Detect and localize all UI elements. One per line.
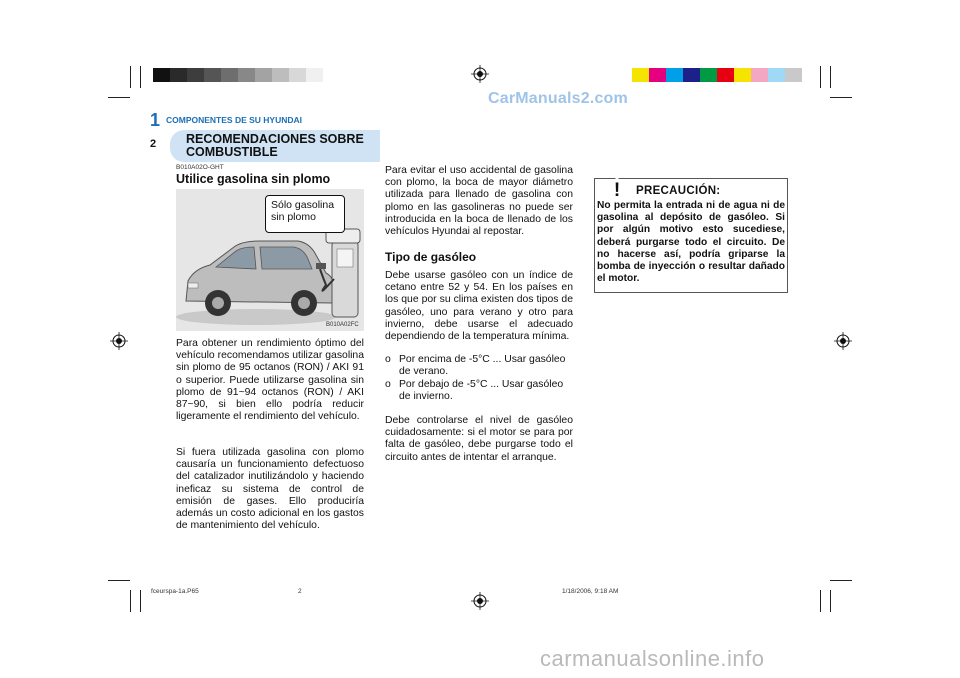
caution-title: PRECAUCIÓN:: [636, 185, 721, 197]
diesel-type-heading: Tipo de gasóleo: [385, 250, 477, 264]
registration-mark-icon: [834, 332, 852, 350]
calibration-swatch: [187, 68, 204, 82]
warning-symbol: !: [613, 180, 621, 200]
warning-triangle-icon: [602, 176, 632, 200]
crop-mark: [130, 590, 131, 612]
crop-mark: [820, 590, 821, 612]
calibration-swatch: [666, 68, 683, 82]
calibration-swatch: [717, 68, 734, 82]
crop-mark: [820, 66, 821, 88]
bullet-text: Por debajo de -5°C ... Usar gasóleo de invierno.: [399, 379, 564, 403]
calibration-swatch: [289, 68, 306, 82]
crop-mark: [830, 580, 852, 581]
calibration-swatch: [734, 68, 751, 82]
crop-mark: [130, 66, 131, 88]
calibration-swatch: [751, 68, 768, 82]
caution-text: No permita la entrada ni de agua ni de gasolina al depósito de gasóleo. Si por algún motivo esto sucediese, deberá purgarse todo el circuito. De no hacerse así, podría griparse la bomba de inyección o resultar dañado el motor.: [597, 200, 785, 285]
grayscale-calibration-bar: [153, 68, 323, 82]
calibration-swatch: [649, 68, 666, 82]
left-paragraph-1: Para obtener un rendimiento óptimo del vehículo recomendamos utilizar gasolina sin plomo de 95 octanos (RON) / AKI 91 o superior. Puede utilizarse gasolina sin plomo de 91~94 octanos (RON) / AKI 87~90, si bien ello podría reducir ligeramente el rendimiento del vehículo.: [176, 338, 364, 423]
crop-mark: [108, 97, 130, 98]
footer-timestamp: 1/18/2006, 9:18 AM: [562, 588, 619, 595]
calibration-swatch: [768, 68, 785, 82]
left-paragraph-2: Si fuera utilizada gasolina con plomo causaría un funcionamiento defectuoso del catalizador inutilizándolo y haciendo ineficaz su sistema de control de emisión de gases. Ello produciría además un costo adicional en los gastos de mantenimiento del vehículo.: [176, 447, 364, 532]
footer-page: 2: [298, 588, 302, 595]
middle-paragraph-2: Debe usarse gasóleo con un índice de cetano entre 52 y 54. En los países en los que por su clima existen dos tipos de gasóleo, uno para verano y otro para invierno, debe usarse el adecuado dependiendo de la temperatura mínima.: [385, 270, 573, 343]
crop-mark: [830, 590, 831, 612]
registration-mark-icon: [471, 592, 489, 610]
section-code: B010A02O-GHT: [176, 164, 224, 171]
middle-paragraph-1: Para evitar el uso accidental de gasolina con plomo, la boca de mayor diámetro utilizada para llenado de gasolina con plomo en las gasolineras no puede ser introducida en la boca de llenado de los vehículos Hyundai al repostar.: [385, 165, 573, 238]
page-number: 2: [150, 138, 157, 150]
crop-mark: [140, 66, 141, 88]
calibration-swatch: [785, 68, 802, 82]
section-title: RECOMENDACIONES SOBRE COMBUSTIBLE: [186, 132, 364, 159]
bullet-item: [385, 354, 573, 378]
chapter-title: COMPONENTES DE SU HYUNDAI: [166, 115, 303, 125]
calibration-swatch: [170, 68, 187, 82]
calibration-swatch: [632, 68, 649, 82]
bullet-marker: o: [385, 354, 391, 365]
crop-mark: [140, 590, 141, 612]
registration-mark-icon: [471, 65, 489, 83]
calibration-swatch: [683, 68, 700, 82]
registration-mark-icon: [110, 332, 128, 350]
figure-code: B010A02FC: [326, 322, 359, 328]
calibration-swatch: [255, 68, 272, 82]
middle-paragraph-3: Debe controlarse el nivel de gasóleo cuidadosamente: si el motor se para por falta de gasóleo, debe purgarse todo el circuito antes de intentar el arranque.: [385, 415, 573, 463]
calibration-swatch: [700, 68, 717, 82]
calibration-swatch: [306, 68, 323, 82]
watermark-bottom[interactable]: carmanualsonline.info: [540, 646, 765, 671]
crop-mark: [830, 66, 831, 88]
watermark-top[interactable]: CarManuals2.com: [488, 90, 628, 107]
chapter-number: 1: [150, 110, 161, 130]
speech-bubble: [265, 195, 345, 233]
bullet-text: Por encima de -5°C ... Usar gasóleo de verano.: [399, 354, 566, 378]
bubble-text-line1: Sólo gasolina: [271, 199, 335, 211]
calibration-swatch: [272, 68, 289, 82]
color-calibration-bar: [632, 68, 802, 82]
section-subheading: Utilice gasolina sin plomo: [176, 172, 331, 186]
calibration-swatch: [238, 68, 255, 82]
calibration-swatch: [221, 68, 238, 82]
bullet-marker: o: [385, 379, 391, 390]
crop-mark: [830, 97, 852, 98]
bullet-item: [385, 379, 573, 403]
calibration-swatch: [153, 68, 170, 82]
crop-mark: [108, 580, 130, 581]
footer-file-name: fceurspa-1a.P65: [151, 588, 199, 595]
calibration-swatch: [204, 68, 221, 82]
bubble-text-line2: sin plomo: [271, 211, 316, 223]
